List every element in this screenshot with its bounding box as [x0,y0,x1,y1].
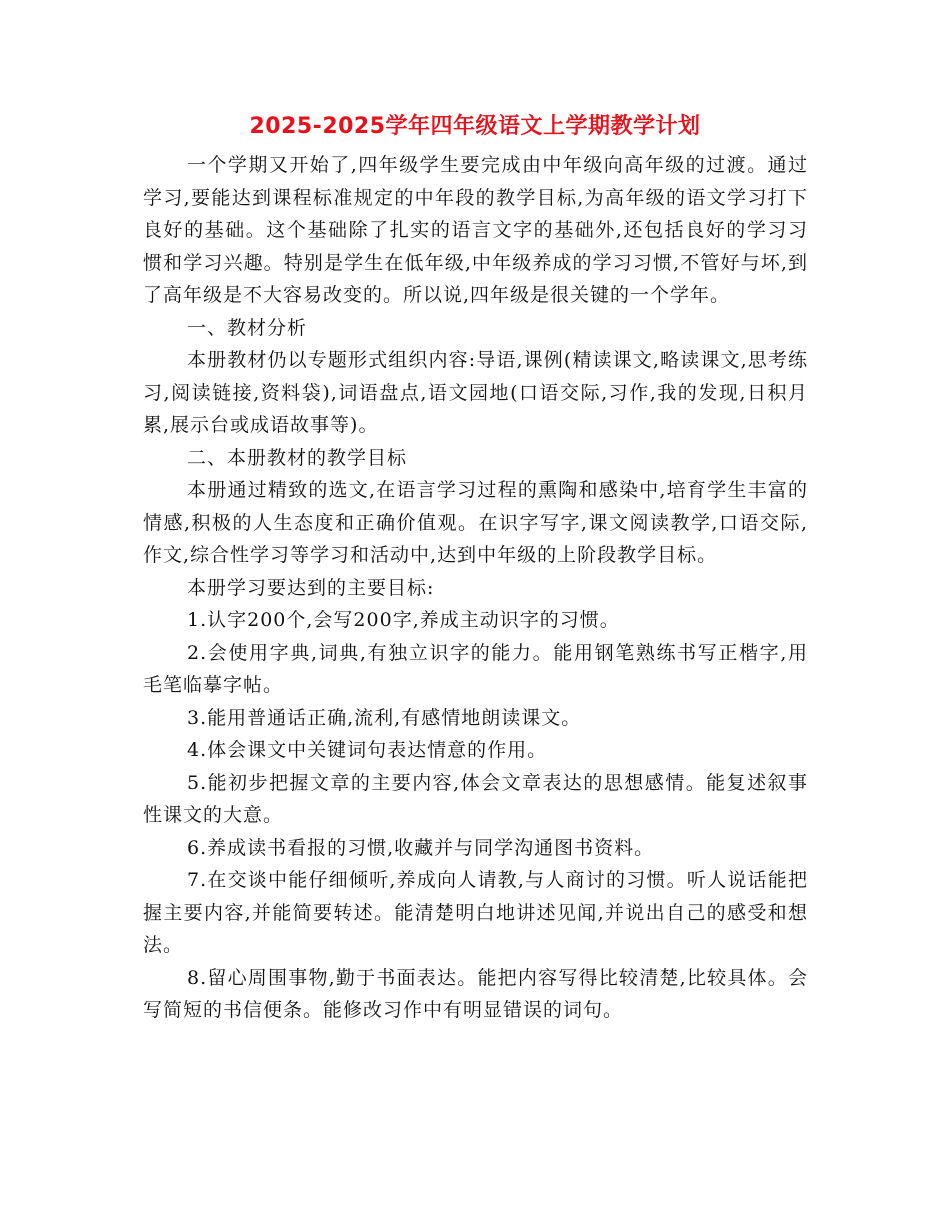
goal-item-3: 3.能用普通话正确,流利,有感情地朗读课文。 [187,706,582,729]
teaching-goals-paragraph: 本册通过精致的选文,在语言学习过程的熏陶和感染中,培育学生丰富的情感,积极的人生态度和正确价值观。在识字写字,课文阅读教学,口语交际,作文,综合性学习等学习和活动中,达到中年级的上阶段教学目标。 [143,479,808,566]
section-heading-teaching-goals: 二、本册教材的教学目标 [187,446,408,469]
textbook-analysis-paragraph: 本册教材仍以专题形式组织内容:导语,课例(精读课文,略读课文,思考练习,阅读链接,资料袋),词语盘点,语文园地(口语交际,习作,我的发现,日积月累,展示台或成语故事等)。 [143,349,808,436]
goal-item-6: 6.养成读书看报的习惯,收藏并与同学沟通图书资料。 [187,836,655,859]
goal-item-7: 7.在交谈中能仔细倾听,养成向人请教,与人商讨的习惯。听人说话能把握主要内容,并能简要转述。能清楚明白地讲述见闻,并说出自己的感受和想法。 [143,869,808,956]
document-body [143,149,808,1027]
goal-item-5: 5.能初步把握文章的主要内容,体会文章表达的思想感情。能复述叙事性课文的大意。 [143,771,808,826]
intro-paragraph: 一个学期又开始了,四年级学生要完成由中年级向高年级的过渡。通过学习,要能达到课程标准规定的中年段的教学目标,为高年级的语文学习打下良好的基础。这个基础除了扎实的语言文字的基础外,还包括良好的学习习惯和学习兴趣。特别是学生在低年级,中年级养成的学习习惯,不管好与坏,到了高年级是不大容易改变的。所以说,四年级是很关键的一个学年。 [143,154,808,306]
section-heading-textbook-analysis: 一、教材分析 [187,316,308,339]
goal-item-1: 1.认字200个,会写200字,养成主动识字的习惯。 [187,609,620,631]
goal-item-4: 4.体会课文中关键词句表达情意的作用。 [187,739,548,761]
document-title: 2025-2025学年四年级语文上学期教学计划 [249,114,701,139]
goal-item-2: 2.会使用字典,词典,有独立识字的能力。能用钢笔熟练书写正楷字,用毛笔临摹字帖。 [143,641,808,696]
main-goals-lead: 本册学习要达到的主要目标: [187,576,435,599]
goal-item-8: 8.留心周围事物,勤于书面表达。能把内容写得比较清楚,比较具体。会写简短的书信便条。能修改习作中有明显错误的词句。 [143,966,808,1021]
